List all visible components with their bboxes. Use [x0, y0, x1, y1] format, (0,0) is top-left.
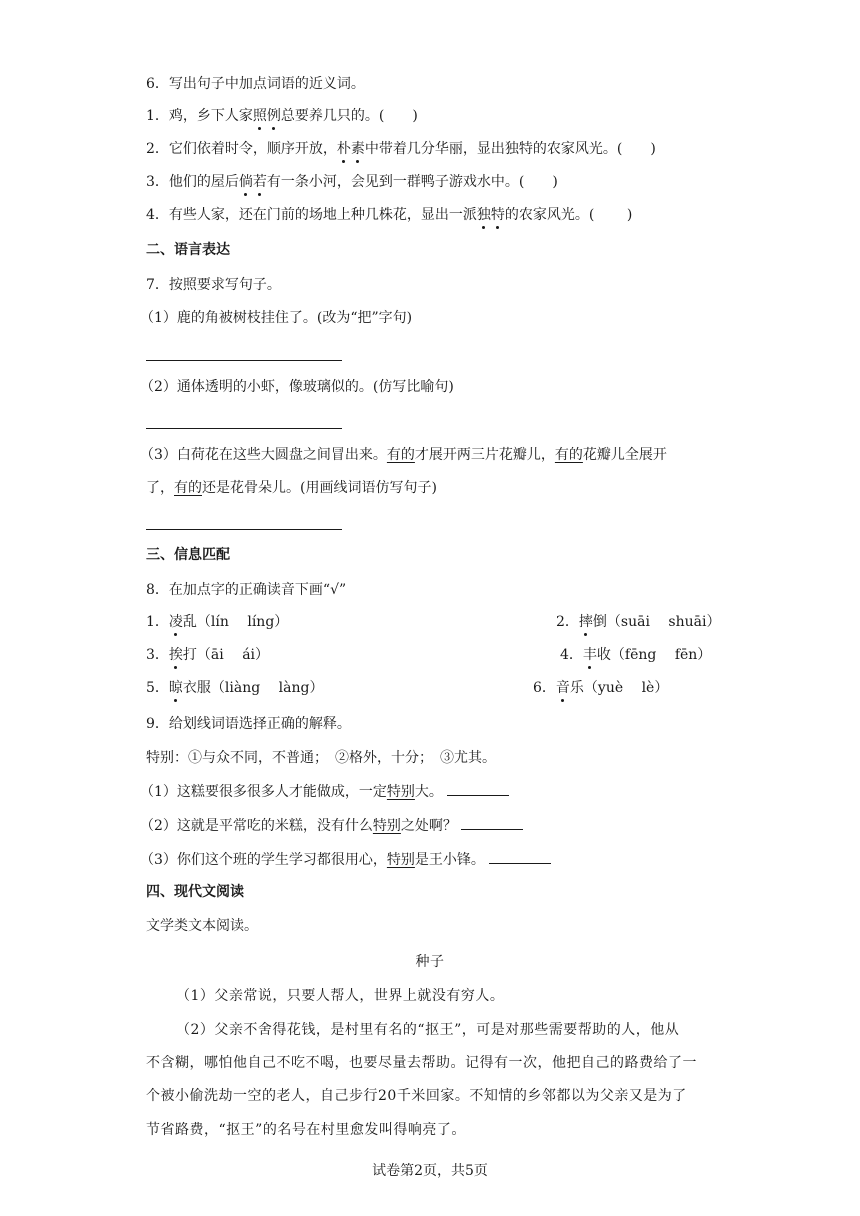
- q9-item-text: 大。: [414, 784, 443, 800]
- dotted-char: 丰: [582, 647, 597, 663]
- passage-paragraph-2-line-4: 节省路费，“抠王”的名号在村里愈发叫得响亮了。: [146, 1122, 466, 1138]
- q7-sub-3-text: （3）白荷花在这些大圆盘之间冒出来。: [140, 447, 387, 463]
- q9-item-text: （2）这就是平常吃的米糕，没有什么: [140, 818, 373, 834]
- underlined-word: 有的: [554, 447, 583, 463]
- q6-item-post: 总要养几只的。( ): [280, 108, 418, 124]
- q7-title: 7．按照要求写句子。: [146, 277, 281, 293]
- dotted-char: 摔: [578, 614, 593, 630]
- underlined-word: 有的: [386, 447, 415, 463]
- pinyin-options: 衣服（liàng làng）: [182, 680, 324, 696]
- answer-line[interactable]: [146, 529, 342, 530]
- q6-item-post: 的农家风光。( ): [504, 207, 633, 223]
- section-heading-4: 四、现代文阅读: [146, 884, 244, 900]
- dotted-char: 独: [476, 207, 491, 223]
- item-number: 6．: [533, 680, 556, 696]
- section-heading-2: 二、语言表达: [146, 242, 230, 258]
- dotted-char: 晾: [168, 680, 183, 696]
- q8-item-3: [146, 645, 269, 665]
- q9-definitions: 特别：①与众不同，不普通； ②格外，十分； ③尤其。: [146, 750, 496, 766]
- underlined-word: 特别: [372, 818, 401, 834]
- q6-item-4: [146, 205, 632, 225]
- q6-item-pre: 4．有些人家，还在门前的场地上种几株花，显出一派: [146, 207, 477, 223]
- q8-item-4: [560, 645, 711, 665]
- q6-item-1: [146, 106, 418, 126]
- reading-intro: 文学类文本阅读。: [146, 918, 258, 934]
- q7-sub-2: （2）通体透明的小虾，像玻璃似的。(仿写比喻句): [140, 379, 454, 395]
- q9-item-2: [140, 815, 523, 836]
- item-number: 1．: [146, 614, 169, 630]
- answer-line[interactable]: [146, 428, 342, 429]
- q8-title: 8．在加点字的正确读音下画“√”: [146, 582, 347, 598]
- q6-item-pre: 1．鸡，乡下人家: [146, 108, 253, 124]
- q7-sub-3-text: 了，: [146, 480, 174, 496]
- dotted-char: 若: [252, 174, 267, 190]
- q8-item-6: [533, 678, 668, 698]
- pinyin-options: 倒（suāi shuāi）: [592, 614, 721, 630]
- q9-item-text: （1）这糕要很多很多人才能做成，一定: [140, 784, 387, 800]
- answer-blank[interactable]: [489, 849, 551, 864]
- dotted-char: 挨: [168, 647, 183, 663]
- q6-dotted-word: [477, 207, 505, 223]
- q6-dotted-word: [253, 108, 281, 124]
- q7-sub-3-text: 还是花骨朵儿。(用画线词语仿写句子): [202, 480, 437, 496]
- underlined-word: 特别: [386, 784, 415, 800]
- passage-paragraph-2-line-3: 个被小偷洗劫一空的老人，自己步行20千米回家。不知情的乡邻都以为父亲又是为了: [146, 1088, 687, 1104]
- q7-sub-3-line2: [146, 478, 437, 498]
- q7-sub-1: （1）鹿的角被树枝挂住了。(改为“把”字句): [140, 310, 413, 326]
- q6-item-2: [146, 139, 656, 159]
- dotted-char: 例: [266, 108, 281, 124]
- passage-paragraph-1: （1）父亲常说，只要人帮人，世界上就没有穷人。: [176, 988, 505, 1004]
- item-number: 3．: [146, 647, 169, 663]
- page-footer: 试卷第2页，共5页: [372, 1163, 488, 1179]
- item-number: 5．: [146, 680, 169, 696]
- pinyin-options: 乐（yuè lè）: [569, 680, 669, 696]
- q9-title: 9．给划线词语选择正确的解释。: [146, 716, 351, 732]
- q9-item-text: 之处啊？: [400, 818, 457, 834]
- q6-item-post: 中带着几分华丽，显出独特的农家风光。( ): [364, 141, 656, 157]
- underlined-word: 有的: [174, 480, 202, 496]
- q8-item-2: [556, 612, 720, 632]
- q9-item-text: （3）你们这个班的学生学习都很用心，: [140, 852, 387, 868]
- dotted-char: 素: [350, 141, 365, 157]
- pinyin-options: 乱（lín líng）: [182, 614, 289, 630]
- q8-item-1: [146, 612, 288, 632]
- dotted-char: 倘: [238, 174, 253, 190]
- answer-line[interactable]: [146, 360, 342, 361]
- q7-sub-3-text: 花瓣儿全展开: [582, 447, 667, 463]
- passage-paragraph-2-line-1: （2）父亲不舍得花钱，是村里有名的“抠王”，可是对那些需要帮助的人，他从: [176, 1022, 680, 1038]
- dotted-char: 音: [555, 680, 570, 696]
- q9-item-3: [140, 849, 551, 870]
- dotted-char: 照: [252, 108, 267, 124]
- passage-paragraph-2-line-2: 不含糊，哪怕他自己不吃不喝，也要尽量去帮助。记得有一次，他把自己的路费给了一: [146, 1055, 697, 1071]
- dotted-char: 凌: [168, 614, 183, 630]
- q9-item-1: [140, 781, 509, 802]
- q9-item-text: 是王小锋。: [414, 852, 485, 868]
- answer-blank[interactable]: [461, 815, 523, 830]
- section-heading-3: 三、信息匹配: [146, 547, 230, 563]
- pinyin-options: 打（āi ái）: [182, 647, 270, 663]
- passage-title: 种子: [415, 954, 445, 970]
- dotted-char: 朴: [336, 141, 351, 157]
- q6-item-pre: 3．他们的屋后: [146, 174, 239, 190]
- item-number: 2．: [556, 614, 579, 630]
- q6-item-3: [146, 172, 558, 192]
- q7-sub-3-text: 才展开两三片花瓣儿，: [414, 447, 555, 463]
- dotted-char: 特: [490, 207, 505, 223]
- underlined-word: 特别: [386, 852, 415, 868]
- q6-dotted-word: [337, 141, 365, 157]
- q6-dotted-word: [239, 174, 267, 190]
- pinyin-options: 收（fēng fēn）: [596, 647, 712, 663]
- q6-title: 6．写出句子中加点词语的近义词。: [146, 76, 365, 92]
- q6-item-pre: 2．它们依着时令，顺序开放，: [146, 141, 337, 157]
- q6-item-post: 有一条小河，会见到一群鸭子游戏水中。( ): [266, 174, 558, 190]
- q8-item-5: [146, 678, 323, 698]
- item-number: 4．: [560, 647, 583, 663]
- q7-sub-3-line1: [140, 445, 667, 465]
- answer-blank[interactable]: [447, 781, 509, 796]
